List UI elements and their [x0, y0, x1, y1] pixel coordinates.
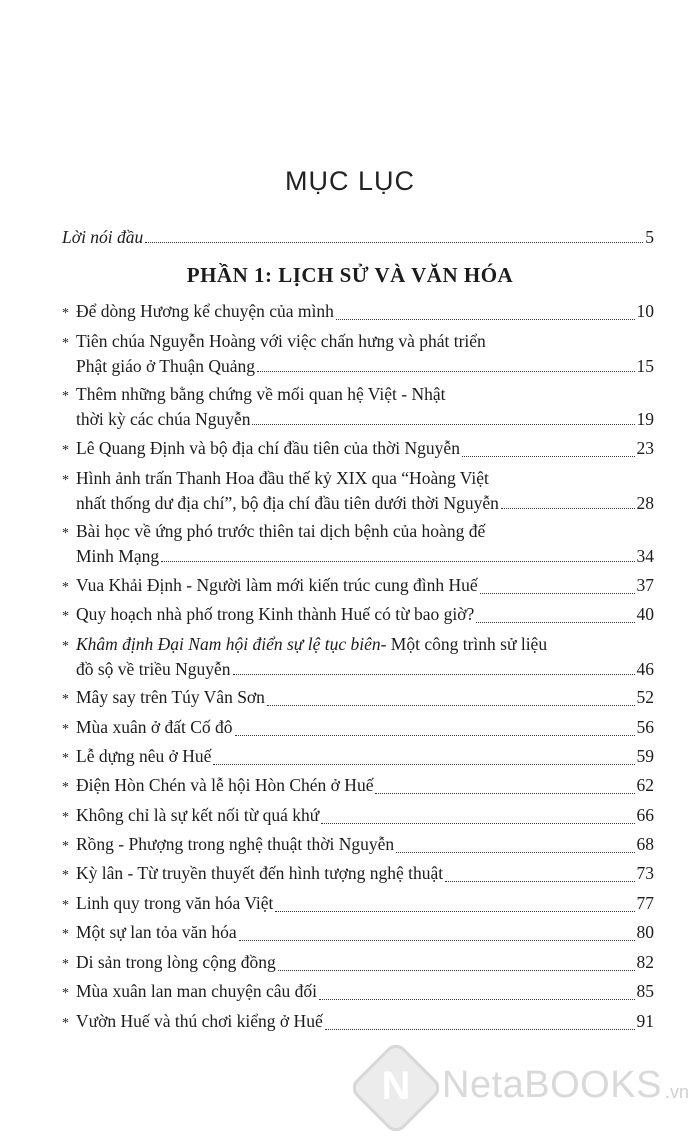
toc-entry-title: Lễ dựng nêu ở Huế — [76, 746, 212, 766]
toc-entry-title: Mùa xuân lan man chuyện câu đối — [76, 981, 318, 1001]
toc-entry — [62, 716, 654, 741]
toc-entry — [62, 520, 654, 567]
bullet-marker: * — [62, 986, 69, 1001]
toc-entry-title: Thêm những bằng chứng về mối quan hệ Việt - Nhật — [76, 384, 446, 404]
toc-entry-title: Mây say trên Túy Vân Sơn — [76, 687, 265, 707]
toc-entry-page: 80 — [636, 922, 654, 942]
toc-entry-page: 68 — [636, 834, 654, 854]
toc-entry-title: Minh Mạng — [76, 546, 160, 566]
leader-dots — [480, 592, 635, 594]
leader-dots — [278, 969, 635, 971]
leader-dots — [235, 734, 635, 736]
toc-entry-title: Vườn Huế và thú chơi kiểng ở Huế — [76, 1011, 323, 1031]
toc-entry-title: Linh quy trong văn hóa Việt — [76, 893, 274, 913]
toc-entry-title: Vua Khải Định - Người làm mới kiến trúc cung đình Huế — [76, 575, 478, 595]
bullet-marker: * — [62, 898, 69, 913]
toc-entry-title: nhất thống dư địa chí”, bộ địa chí đầu tiên dưới thời Nguyễn — [76, 493, 499, 513]
toc-entry-title: Bài học về ứng phó trước thiên tai dịch bệnh của hoàng đế — [76, 521, 486, 541]
toc-entry — [62, 633, 654, 680]
toc-entry-page: 77 — [636, 893, 654, 913]
leader-dots — [375, 792, 634, 794]
leader-dots — [252, 423, 634, 425]
toc-entry-title: Mùa xuân ở đất Cố đô — [76, 717, 233, 737]
toc-entry-title: Di sản trong lòng cộng đồng — [76, 952, 276, 972]
toc-entry-page: 10 — [636, 301, 654, 321]
toc-entry-title-italic: Khâm định Đại Nam hội điển sự lệ tục biên — [76, 634, 381, 654]
leader-dots — [396, 851, 634, 853]
leader-dots — [476, 621, 634, 623]
toc-entry-page: 23 — [636, 438, 654, 458]
leader-dots — [267, 704, 635, 706]
bullet-marker: * — [62, 839, 69, 854]
bullet-marker: * — [62, 780, 69, 795]
leader-dots — [145, 241, 643, 243]
leader-dots — [319, 998, 634, 1000]
leader-dots — [213, 763, 634, 765]
leader-dots — [462, 455, 635, 457]
logo-wordmark: NetaBOOKS — [442, 1064, 662, 1106]
toc-entry — [62, 330, 654, 377]
toc-entry-page: 52 — [636, 687, 654, 707]
toc-entry-page: 15 — [636, 356, 654, 376]
toc-entry-page: 56 — [636, 717, 654, 737]
leader-dots — [233, 673, 635, 675]
toc-entry-page: 34 — [636, 546, 654, 566]
bullet-marker: * — [62, 957, 69, 972]
toc-entry — [62, 774, 654, 799]
toc-entry-title: Điện Hòn Chén và lễ hội Hòn Chén ở Huế — [76, 775, 374, 795]
toc-entry-page: 28 — [636, 493, 654, 513]
bullet-marker: * — [62, 306, 69, 321]
leader-dots — [275, 910, 634, 912]
leader-dots — [161, 560, 634, 562]
toc-entry-page: 73 — [636, 863, 654, 883]
toc-entry-page: 59 — [636, 746, 654, 766]
toc-entry — [62, 574, 654, 599]
toc-entry — [62, 300, 654, 325]
toc-entry-page: 5 — [645, 227, 654, 247]
toc-entry-title: - Một công trình sử liệu — [380, 634, 548, 654]
toc-entry-page: 40 — [636, 604, 654, 624]
toc-entry-page: 85 — [636, 981, 654, 1001]
toc-entry-title: Lời nói đầu — [62, 227, 144, 247]
leader-dots — [445, 880, 634, 882]
toc-entry-page: 19 — [636, 409, 654, 429]
leader-dots — [336, 318, 635, 320]
leader-dots — [239, 939, 635, 941]
section-heading: PHẦN 1: LỊCH SỬ VÀ VĂN HÓA — [186, 263, 514, 287]
toc-entry-title: Quy hoạch nhà phố trong Kinh thành Huế có từ bao giờ? — [76, 604, 475, 624]
toc-entry-page: 66 — [636, 805, 654, 825]
bullet-marker: * — [62, 692, 69, 707]
bullet-marker: * — [62, 580, 69, 595]
bullet-marker: * — [62, 927, 69, 942]
toc-entry — [62, 980, 654, 1005]
toc-entry — [62, 862, 654, 887]
bullet-marker: * — [62, 722, 69, 737]
bullet-marker: * — [62, 639, 69, 654]
leader-dots — [501, 507, 635, 509]
toc-entry-page: 46 — [636, 659, 654, 679]
toc-entry-title: Một sự lan tỏa văn hóa — [76, 922, 237, 942]
toc-entry — [62, 804, 654, 829]
page-title: MỤC LỤC — [284, 166, 415, 196]
toc-entry — [62, 745, 654, 770]
toc-entry-title: đồ sộ về triều Nguyễn — [76, 659, 231, 679]
toc-entry — [62, 383, 654, 430]
leader-dots — [325, 1028, 635, 1030]
toc-entry-page: 82 — [636, 952, 654, 972]
toc-entry — [62, 833, 654, 858]
toc-entry — [62, 603, 654, 628]
bullet-marker: * — [62, 810, 69, 825]
toc-entry-title: Kỳ lân - Từ truyền thuyết đến hình tượng nghệ thuật — [76, 863, 444, 883]
toc-entry-page: 37 — [636, 575, 654, 595]
toc-entry-page: 62 — [636, 775, 654, 795]
toc-entry — [62, 437, 654, 462]
logo-suffix: .vn — [665, 1082, 690, 1102]
bullet-marker: * — [62, 751, 69, 766]
toc-entry — [62, 686, 654, 711]
leader-dots — [321, 822, 634, 824]
toc-entry-title: Lê Quang Định và bộ địa chí đầu tiên của thời Nguyễn — [76, 438, 460, 458]
toc-entry — [62, 467, 654, 514]
toc-entry-title: Rồng - Phượng trong nghệ thuật thời Nguyễn — [76, 834, 395, 854]
bullet-marker: * — [62, 526, 69, 541]
toc-entry-title: Phật giáo ở Thuận Quảng — [76, 356, 256, 376]
bullet-marker: * — [62, 868, 69, 883]
toc-entry-title: Không chỉ là sự kết nối từ quá khứ — [76, 805, 320, 825]
toc-entry — [62, 892, 654, 917]
toc-entry-intro — [62, 226, 654, 248]
toc-entry-title: Hình ảnh trấn Thanh Hoa đầu thế kỷ XIX qua “Hoàng Việt — [76, 468, 489, 488]
bullet-marker: * — [62, 443, 69, 458]
bullet-marker: * — [62, 389, 69, 404]
toc-entry — [62, 921, 654, 946]
bullet-marker: * — [62, 609, 69, 624]
bullet-marker: * — [62, 473, 69, 488]
bullet-marker: * — [62, 1016, 69, 1031]
toc-entry — [62, 1010, 654, 1035]
bullet-marker: * — [62, 336, 69, 351]
toc-entry — [62, 951, 654, 976]
watermark-logo — [352, 1050, 692, 1120]
toc-entry-title: thời kỳ các chúa Nguyễn — [76, 409, 251, 429]
leader-dots — [257, 370, 634, 372]
toc-entry-page: 91 — [636, 1011, 654, 1031]
toc-entry-title: Để dòng Hương kể chuyện của mình — [76, 301, 334, 321]
toc-entry-title: Tiên chúa Nguyễn Hoàng với việc chấn hưng và phát triển — [76, 331, 486, 351]
logo-mark-letter: N — [381, 1064, 411, 1108]
